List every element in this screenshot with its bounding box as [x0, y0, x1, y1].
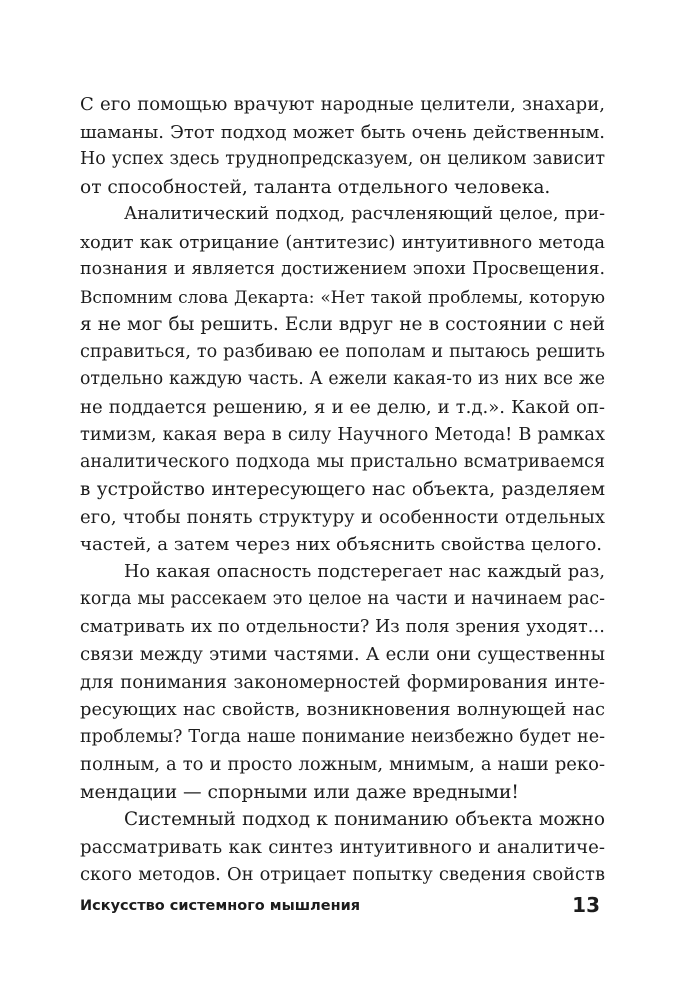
text-line: С его помощью врачуют народные целители, знахари, — [80, 94, 605, 115]
text-line: сматривать их по отдельности? Из поля зрения уходят… — [80, 616, 605, 637]
text-line: связи между этими частями. А если они существенны — [80, 644, 605, 665]
text-line: для понимания закономерностей формирования инте- — [80, 671, 605, 693]
text-line: не поддается решению, я и ее делю, и т.д.». Какой оп- — [80, 396, 605, 418]
text-line: в устройство интересующего нас объекта, разделяем — [80, 479, 605, 500]
running-footer-title: Искусство системного мышления — [80, 898, 361, 914]
text-line: ского методов. Он отрицает попытку сведения свойств — [80, 864, 605, 885]
text-line: его, чтобы понять структуру и особенности отдельных — [80, 506, 605, 528]
text-line: мендации — спорными или даже вредными! — [80, 781, 519, 803]
text-line: справиться, то разбиваю ее пополам и пытаюсь решить — [80, 341, 605, 362]
text-line: Но успех здесь труднопредсказуем, он целиком зависит — [80, 149, 605, 169]
text-line: отдельно каждую часть. А ежели какая-то из них все же — [80, 369, 605, 389]
text-line: тимизм, какая вера в силу Научного Метода! В рамках — [80, 424, 605, 445]
text-line: от способностей, таланта отдельного человека. — [80, 176, 551, 198]
text-line: Но какая опасность подстерегает нас каждый раз, — [124, 561, 605, 582]
text-line: рассматривать как синтез интуитивного и аналитиче- — [80, 836, 605, 858]
text-line: полным, а то и просто ложным, мнимым, а наши реко- — [80, 754, 605, 775]
text-line: частей, а затем через них объяснить свойства целого. — [80, 534, 603, 555]
text-line: ресующих нас свойств, возникновения волнующей нас — [80, 699, 605, 720]
text-line: проблемы? Тогда наше понимание неизбежно будет не- — [80, 726, 605, 747]
text-line: Вспомним слова Декарта: «Нет такой проблемы, которую — [80, 286, 605, 307]
text-line: Аналитический подход, расчленяющий целое, при- — [124, 204, 605, 224]
page-number: 13 — [572, 893, 600, 917]
text-line: шаманы. Этот подход может быть очень действенным. — [80, 121, 605, 143]
text-line: ходит как отрицание (антитезис) интуитивного метода — [80, 231, 605, 253]
text-line: аналитического подхода мы пристально всматриваемся — [80, 451, 605, 472]
text-line: когда мы рассекаем это целое на части и начинаем рас- — [80, 589, 605, 609]
text-line: познания и является достижением эпохи Просвещения. — [80, 259, 605, 279]
body-text — [80, 91, 605, 889]
text-line: Системный подход к пониманию объекта можно — [124, 809, 605, 830]
text-line: я не мог бы решить. Если вдруг не в состоянии с ней — [80, 314, 605, 335]
